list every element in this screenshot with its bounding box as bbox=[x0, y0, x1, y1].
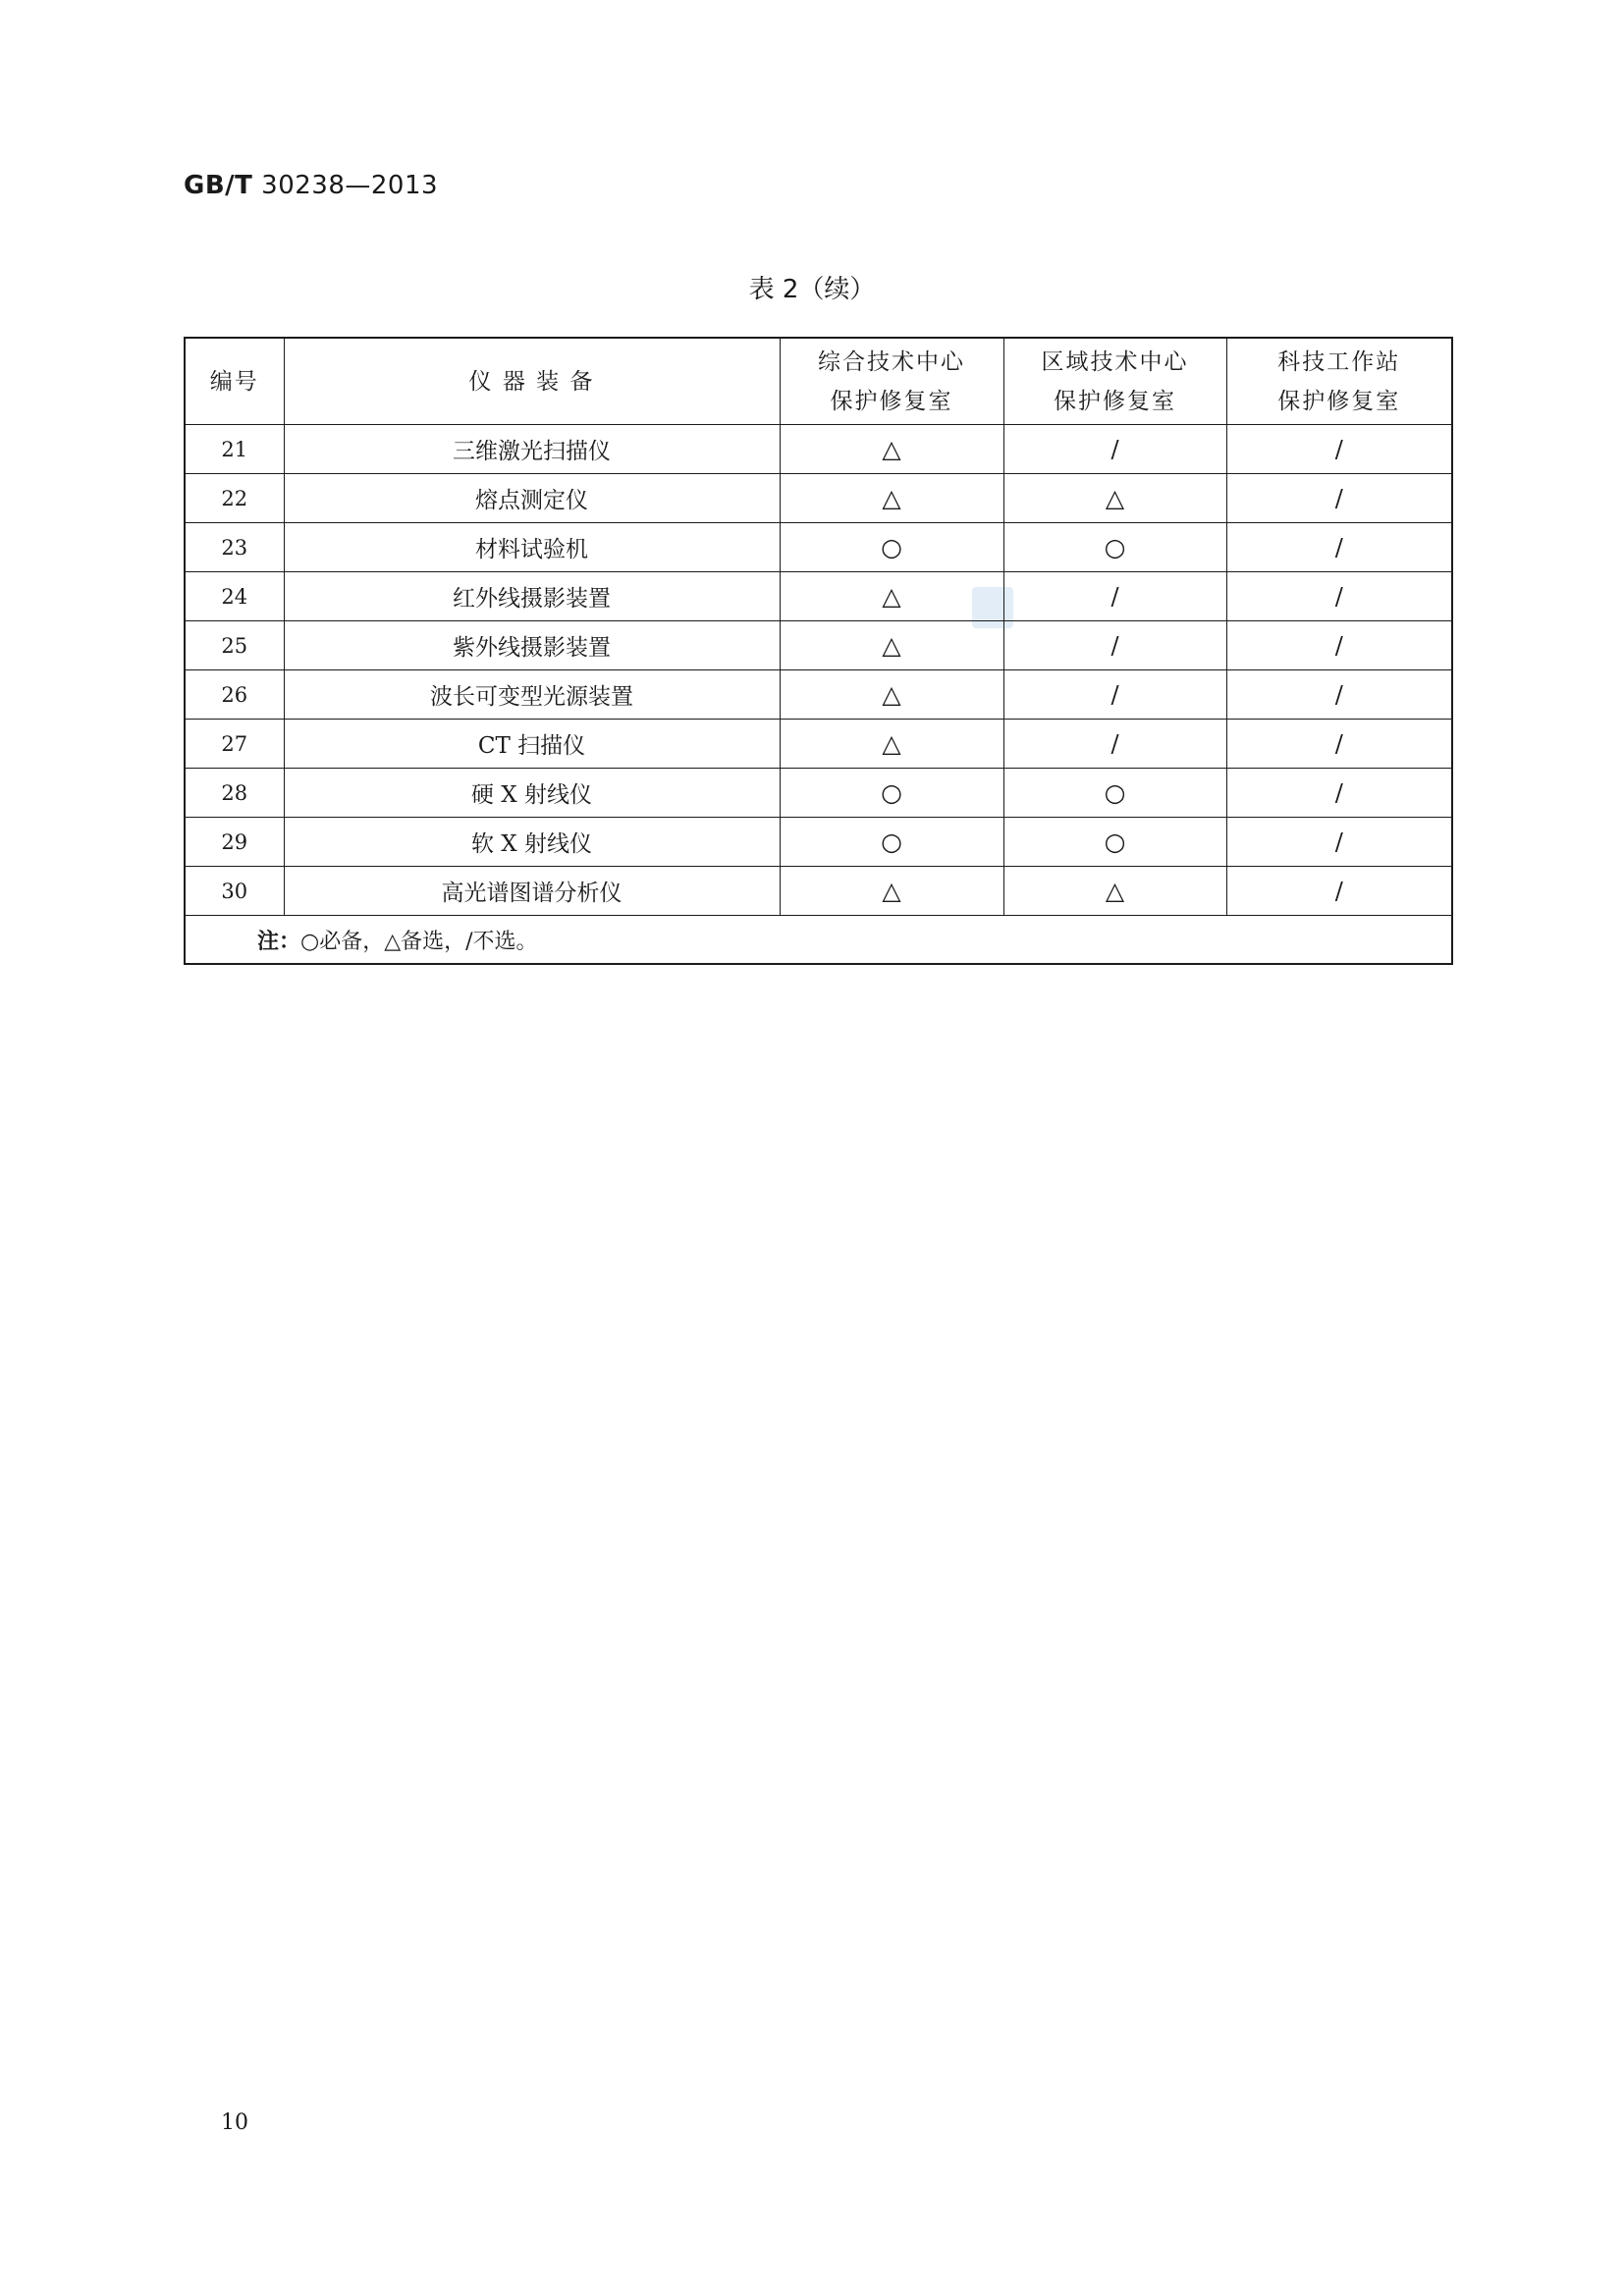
table-title: 表 2（续） bbox=[748, 275, 876, 304]
row-equipment-name: 三维激光扫描仪 bbox=[284, 425, 780, 474]
row-equipment-name: CT 扫描仪 bbox=[284, 720, 780, 769]
row-equipment-name: 材料试验机 bbox=[284, 523, 780, 572]
row-number: 22 bbox=[185, 474, 284, 523]
row-number: 28 bbox=[185, 769, 284, 818]
table-row bbox=[185, 523, 1452, 572]
row-workstation-value: / bbox=[1226, 474, 1452, 523]
row-number: 24 bbox=[185, 572, 284, 621]
row-regional-value: / bbox=[1003, 621, 1226, 670]
row-workstation-value: / bbox=[1226, 572, 1452, 621]
page-number: 10 bbox=[221, 2110, 248, 2135]
equipment-table bbox=[184, 337, 1453, 965]
row-number: 23 bbox=[185, 523, 284, 572]
header-regional-center: 区域技术中心 保护修复室 bbox=[1003, 338, 1226, 425]
row-number: 26 bbox=[185, 670, 284, 720]
row-comprehensive-value: △ bbox=[780, 867, 1003, 916]
standard-code bbox=[184, 171, 438, 200]
table-row bbox=[185, 769, 1452, 818]
table-row bbox=[185, 867, 1452, 916]
row-number: 25 bbox=[185, 621, 284, 670]
row-workstation-value: / bbox=[1226, 621, 1452, 670]
header-comprehensive-center: 综合技术中心 保护修复室 bbox=[780, 338, 1003, 425]
table-note bbox=[185, 916, 1452, 965]
header-workstation: 科技工作站 保护修复室 bbox=[1226, 338, 1452, 425]
row-equipment-name: 波长可变型光源装置 bbox=[284, 670, 780, 720]
row-equipment-name: 高光谱图谱分析仪 bbox=[284, 867, 780, 916]
table-row bbox=[185, 670, 1452, 720]
row-equipment-name: 硬 X 射线仪 bbox=[284, 769, 780, 818]
row-number: 29 bbox=[185, 818, 284, 867]
row-number: 27 bbox=[185, 720, 284, 769]
row-comprehensive-value: ○ bbox=[780, 523, 1003, 572]
table-row bbox=[185, 572, 1452, 621]
note-label: 注： bbox=[257, 928, 301, 954]
row-equipment-name: 红外线摄影装置 bbox=[284, 572, 780, 621]
row-regional-value: △ bbox=[1003, 474, 1226, 523]
row-workstation-value: / bbox=[1226, 769, 1452, 818]
row-equipment-name: 紫外线摄影装置 bbox=[284, 621, 780, 670]
row-regional-value: △ bbox=[1003, 867, 1226, 916]
standard-code-prefix: GB/T bbox=[184, 171, 253, 200]
row-workstation-value: / bbox=[1226, 670, 1452, 720]
table-row bbox=[185, 720, 1452, 769]
table-row bbox=[185, 818, 1452, 867]
table-row bbox=[185, 474, 1452, 523]
row-comprehensive-value: △ bbox=[780, 621, 1003, 670]
row-regional-value: ○ bbox=[1003, 523, 1226, 572]
row-comprehensive-value: △ bbox=[780, 474, 1003, 523]
row-regional-value: / bbox=[1003, 572, 1226, 621]
row-regional-value: / bbox=[1003, 720, 1226, 769]
row-regional-value: ○ bbox=[1003, 769, 1226, 818]
standard-code-number: 30238—2013 bbox=[261, 171, 439, 200]
note-text: ○必备，△备选，/不选。 bbox=[300, 929, 538, 954]
row-equipment-name: 熔点测定仪 bbox=[284, 474, 780, 523]
header-equipment: 仪 器 装 备 bbox=[284, 338, 780, 425]
row-regional-value: / bbox=[1003, 670, 1226, 720]
row-comprehensive-value: △ bbox=[780, 720, 1003, 769]
row-workstation-value: / bbox=[1226, 818, 1452, 867]
row-equipment-name: 软 X 射线仪 bbox=[284, 818, 780, 867]
row-comprehensive-value: ○ bbox=[780, 818, 1003, 867]
row-number: 30 bbox=[185, 867, 284, 916]
row-regional-value: ○ bbox=[1003, 818, 1226, 867]
row-workstation-value: / bbox=[1226, 867, 1452, 916]
row-workstation-value: / bbox=[1226, 720, 1452, 769]
row-comprehensive-value: ○ bbox=[780, 769, 1003, 818]
row-workstation-value: / bbox=[1226, 523, 1452, 572]
row-number: 21 bbox=[185, 425, 284, 474]
header-number: 编号 bbox=[185, 338, 284, 425]
table-header-row bbox=[185, 338, 1452, 425]
table-row bbox=[185, 621, 1452, 670]
row-comprehensive-value: △ bbox=[780, 670, 1003, 720]
table-note-row bbox=[185, 916, 1452, 965]
row-workstation-value: / bbox=[1226, 425, 1452, 474]
row-comprehensive-value: △ bbox=[780, 425, 1003, 474]
row-regional-value: / bbox=[1003, 425, 1226, 474]
row-comprehensive-value: △ bbox=[780, 572, 1003, 621]
table-row bbox=[185, 425, 1452, 474]
